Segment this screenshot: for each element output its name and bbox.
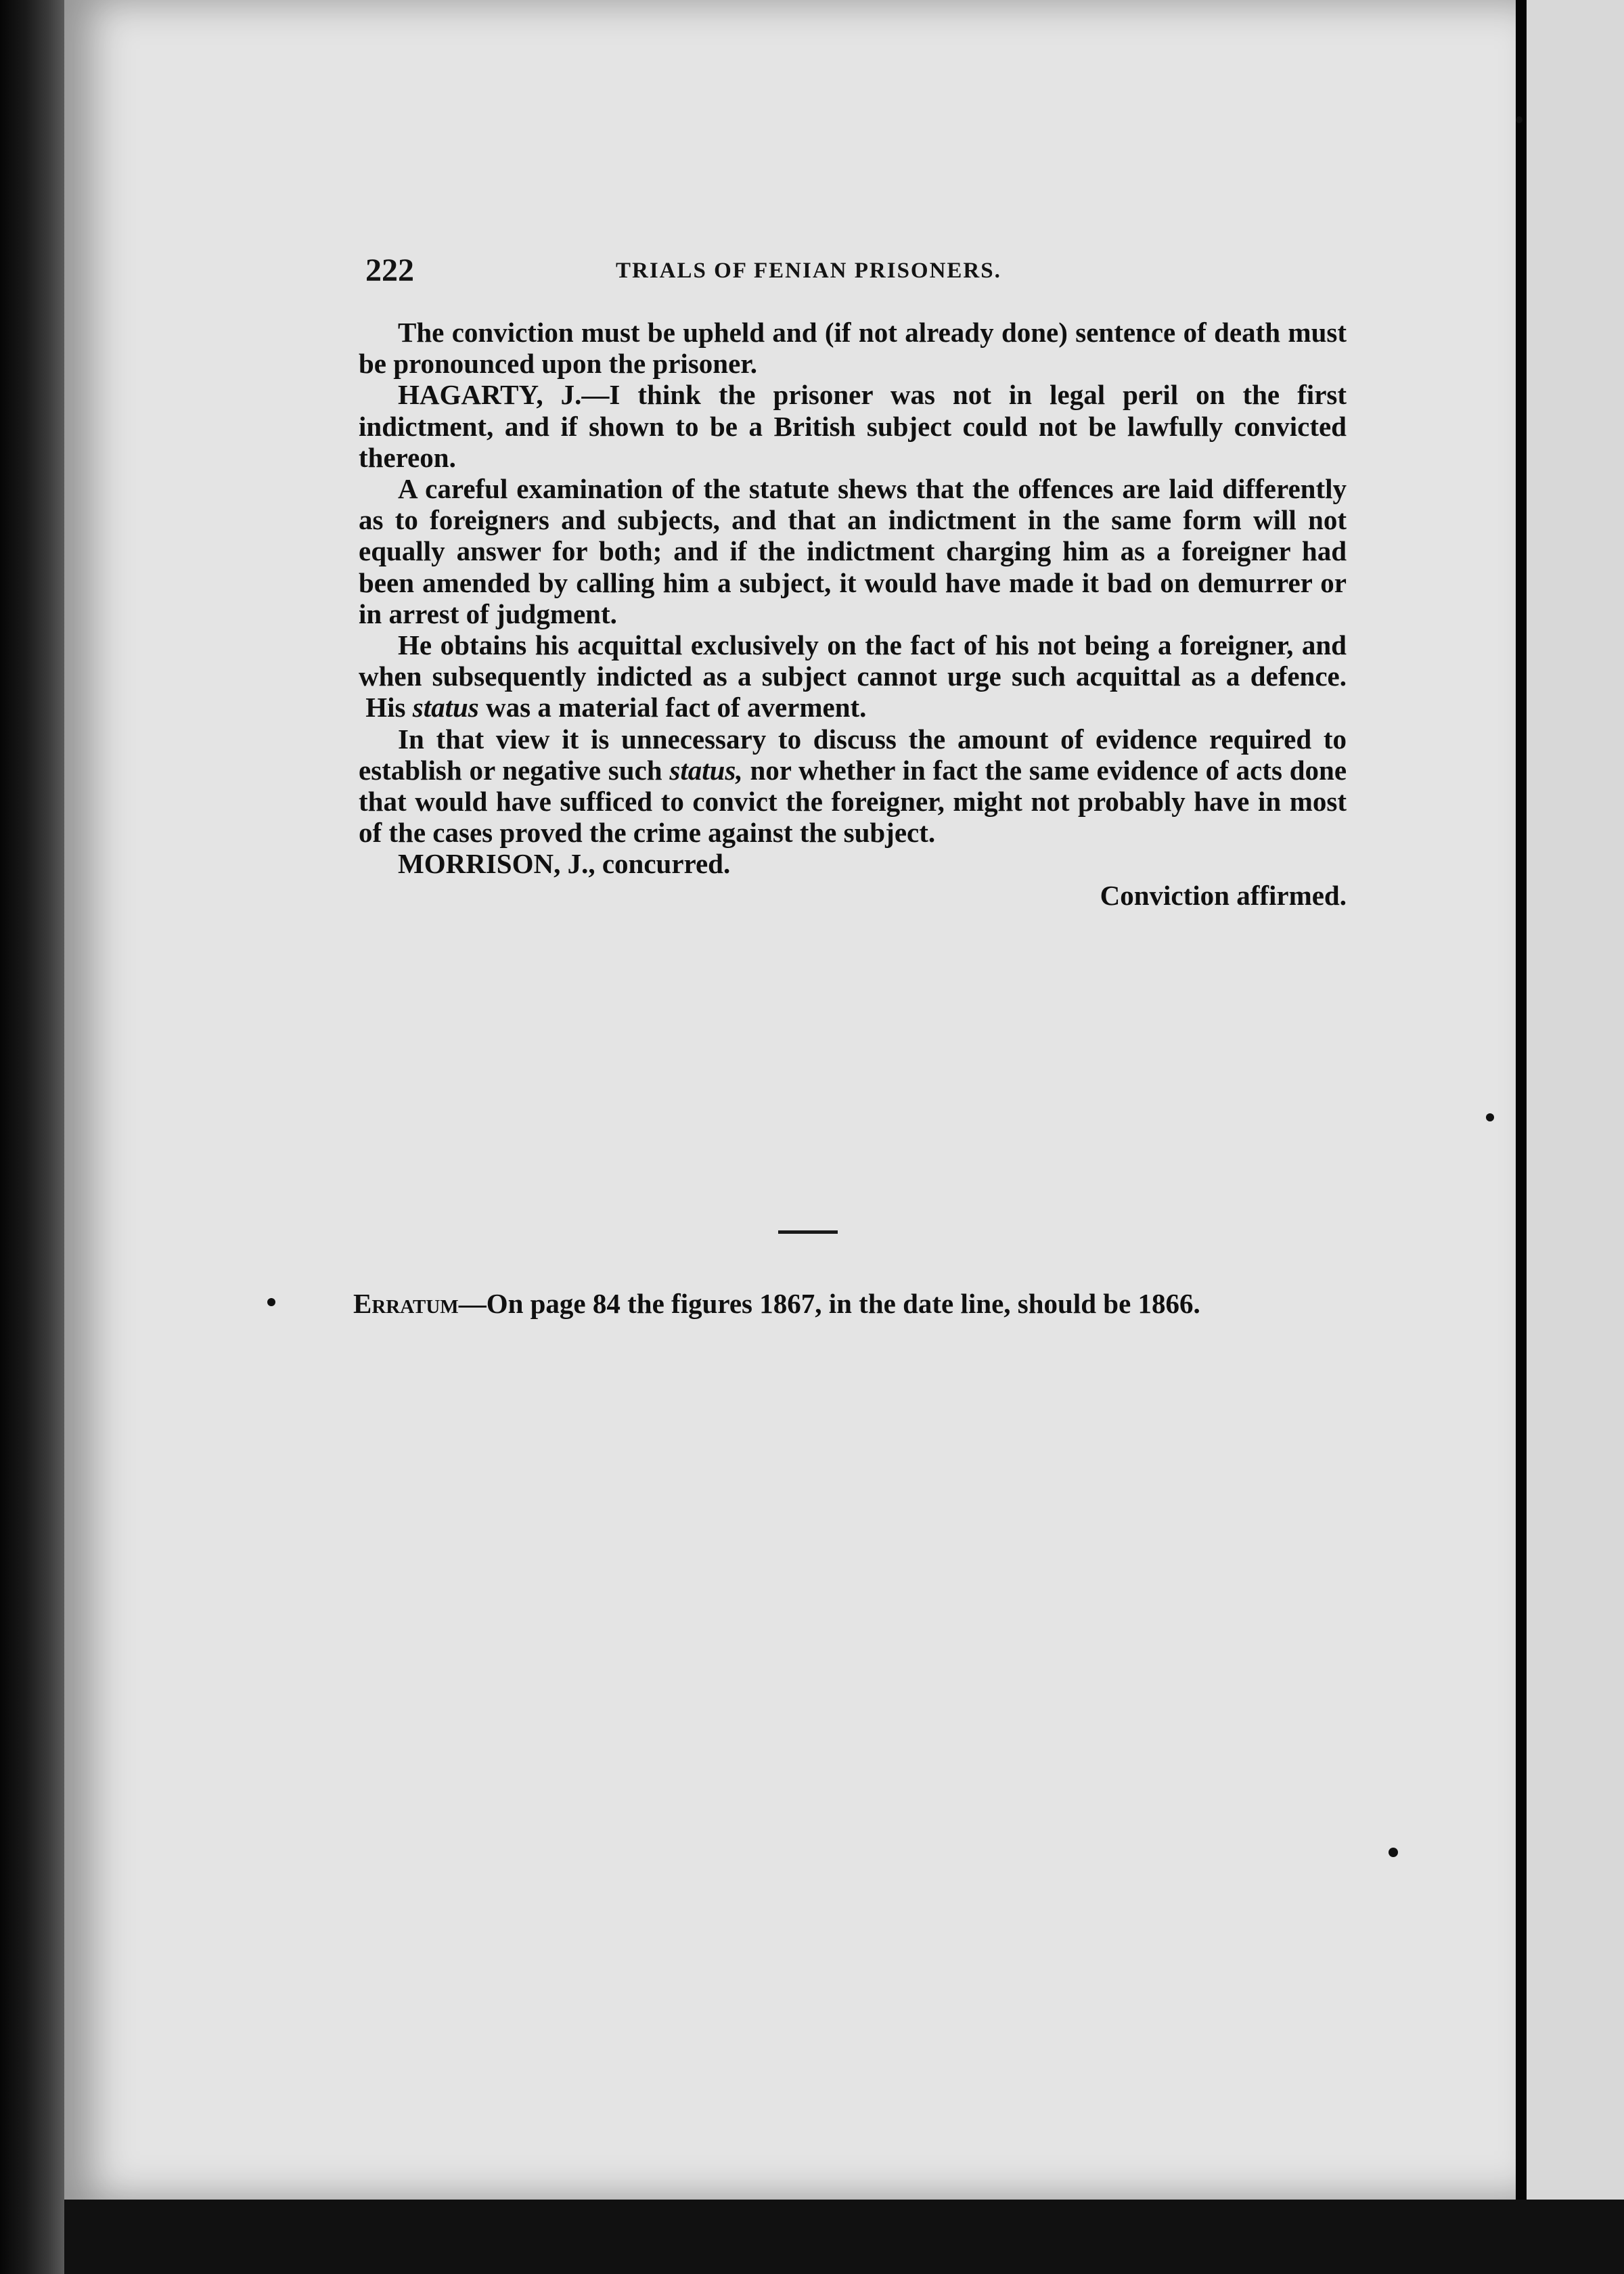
section-rule <box>778 1230 838 1234</box>
paragraph-morrison: MORRISON, J., concurred. <box>398 848 731 880</box>
paragraph-acquittal-text: He obtains his acquittal exclusively on the fact of his not being a foreigner, and when subsequently indicted as a subject cannot urge such acquittal as a defence. <box>359 629 1347 692</box>
page-number: 222 <box>365 252 414 288</box>
scan-speck <box>267 1298 275 1306</box>
scan-speck <box>1486 1113 1494 1121</box>
paragraph-acquittal <box>359 629 1347 723</box>
italic-status-2: status, <box>669 754 743 786</box>
paragraph-hagarty-opinion: HAGARTY, J.—I think the prisoner was not in legal peril on the first indictment, and if shown to be a British subject could not be lawfully convicted thereon. <box>359 379 1347 473</box>
scan-bottom-border <box>64 2200 1624 2274</box>
scan-speck <box>1389 1848 1398 1857</box>
running-title: TRIALS OF FENIAN PRISONERS. <box>616 259 1001 283</box>
book-binding-shadow <box>0 0 64 2274</box>
paragraph-evidence <box>359 723 1347 849</box>
scan-speck <box>1516 116 1522 123</box>
italic-status: status <box>412 692 479 723</box>
facing-page-strip <box>1527 0 1624 2220</box>
body-text <box>359 317 1347 911</box>
page-gutter-edge <box>1516 0 1527 2233</box>
conclusion-line: Conviction affirmed. <box>1100 879 1347 911</box>
erratum-label: Erratum <box>353 1288 459 1319</box>
paragraph-conviction-upheld: The conviction must be upheld and (if not already done) sentence of death must be pronounced upon the prisoner. <box>359 317 1347 380</box>
paragraph-evidence-tail: nor whether in fact the same evidence of acts done that would have sufficed to convict the foreigner, might not probably have in most of the cases proved the crime against the subject. <box>359 754 1347 849</box>
paragraph-acquittal-tail-a: His <box>365 692 406 723</box>
erratum-note <box>353 1287 1341 1320</box>
paragraph-acquittal-tail-b: was a material fact of averment. <box>486 692 867 723</box>
paragraph-evidence-text: In that view it is unnecessary to discuss the amount of evidence required to establish or negative such <box>359 723 1347 786</box>
paragraph-statute-examination: A careful examination of the statute shews that the offences are laid differently as to foreigners and subjects, and that an indictment in the same form will not equally answer for both; and if the indictment charging him as a foreigner had been amended by calling him a subject, it would have made it bad on demurrer or in arrest of judgment. <box>359 473 1347 629</box>
erratum-text: —On page 84 the figures 1867, in the date line, should be 1866. <box>458 1288 1200 1319</box>
running-head <box>365 252 1347 292</box>
